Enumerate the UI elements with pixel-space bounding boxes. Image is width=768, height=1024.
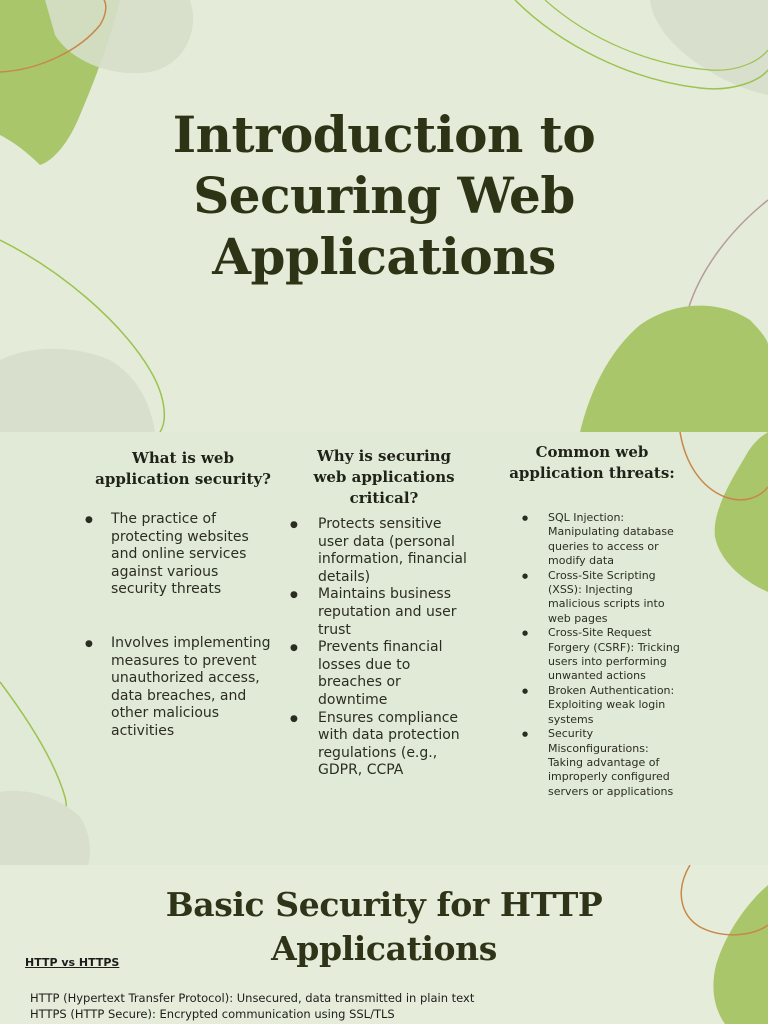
leaf-shape-bottom-right [580,306,768,432]
list-item: ● Protects sensitive user data (personal information, financial details) [318,516,468,586]
page-title: Introduction to Securing Web Applications [172,105,596,286]
list-item: ● SQL Injection: Manipulating database queries to access or modify data [548,511,682,569]
pale-blob-top-left [45,0,193,73]
section-title: Basic Security for HTTP Applications [165,885,603,968]
list-item: ● Broken Authentication: Exploiting weak login systems [548,684,682,727]
https-description: HTTPS (HTTP Secure): Encrypted communication using SSL/TLS [30,1007,395,1021]
list-item: ● Involves implementing measures to prevent unauthorized access, data breaches, and other malicious activities [111,635,271,741]
list-item: ● Security Misconfigurations: Taking advantage of improperly configured servers or applications [548,727,682,799]
mauve-curve-right [685,200,768,432]
title-slide [0,0,768,432]
column-heading-threats: Common web application threats: [509,443,675,482]
green-curve-bottom-left [0,682,66,838]
http-slide [0,865,768,1024]
list-item: ● Maintains business reputation and user trust [318,586,468,639]
column-heading-what: What is web application security? [95,449,271,488]
pale-blob-bottom-left [0,791,90,865]
list-item: ● Cross-Site Scripting (XSS): Injecting malicious scripts into web pages [548,569,682,627]
bullet-list-why [318,516,468,780]
http-description: HTTP (Hypertext Transfer Protocol): Unsecured, data transmitted in plain text [30,991,475,1005]
bullet-list-threats [548,511,682,799]
section-subtitle: HTTP vs HTTPS [25,956,120,969]
leaf-shape-right [715,432,768,592]
list-item: ● Prevents financial losses due to breaches or downtime [318,639,468,709]
bullet-list-what [111,511,271,741]
list-item: ● Cross-Site Request Forgery (CSRF): Tricking users into performing unwanted actions [548,626,682,684]
list-item: ● The practice of protecting websites and online services against various security threats [111,511,271,599]
orange-curve-right [680,432,768,500]
green-curve-top-right-2 [545,0,768,70]
pale-blob-bottom-left [0,349,155,432]
column-heading-why: Why is securing web applications critical? [313,447,455,507]
pale-blob-top-right [650,0,768,95]
orange-curve-top-left [0,0,106,72]
overview-slide [0,432,768,865]
leaf-shape-right [713,885,768,1024]
list-item: ● Ensures compliance with data protection regulations (e.g., GDPR, CCPA [318,710,468,780]
green-curve-top-right [515,0,768,89]
